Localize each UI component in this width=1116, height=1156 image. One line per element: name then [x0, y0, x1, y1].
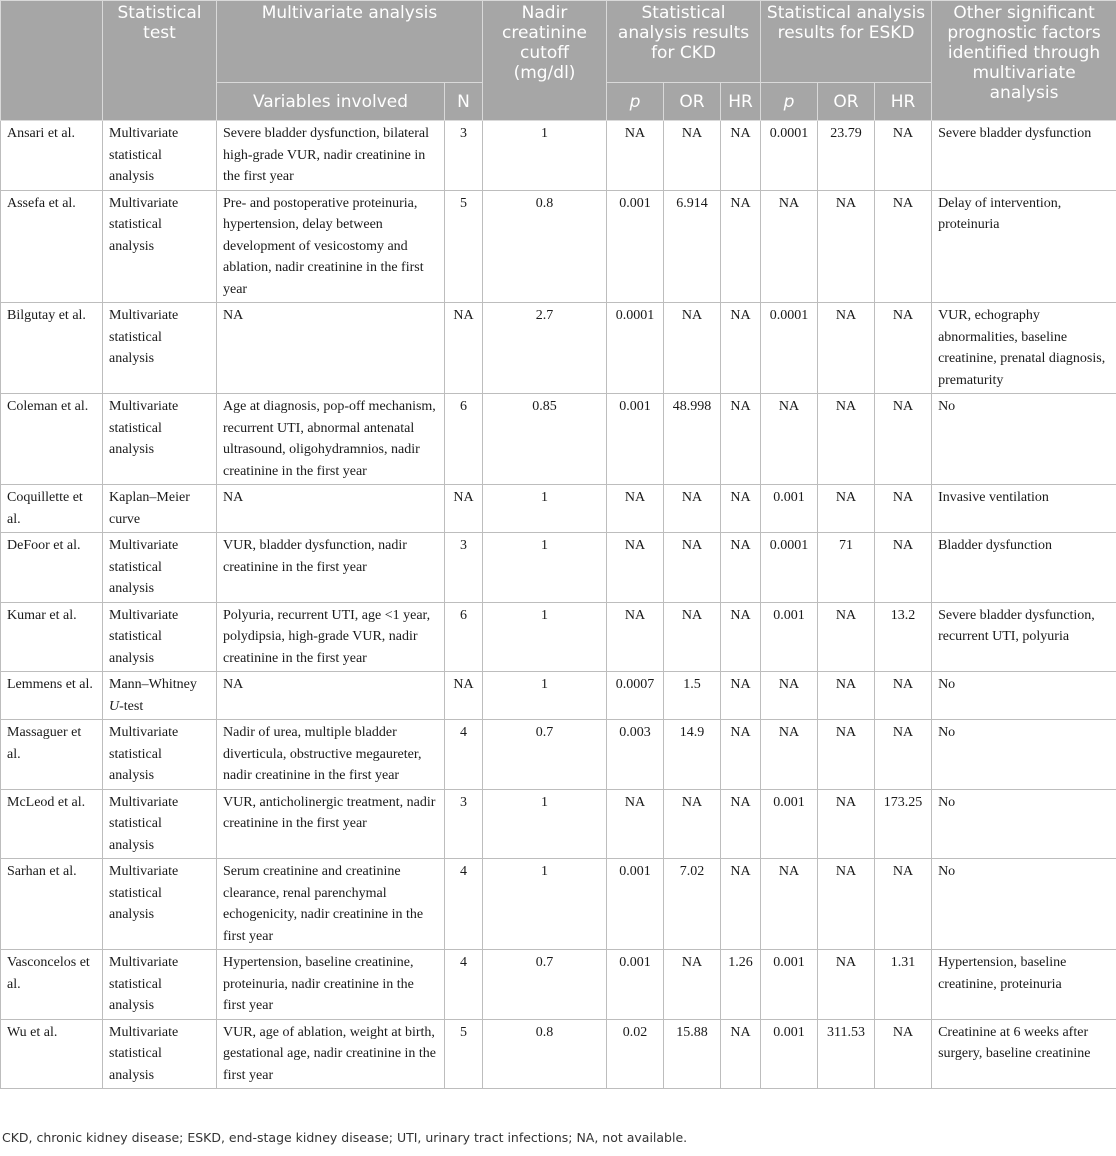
variables-cell: VUR, age of ablation, weight at birth, gestational age, nadir creatinine in the first year: [217, 1019, 445, 1089]
eskd-or-cell: NA: [818, 303, 875, 394]
cutoff-cell: 1: [483, 672, 607, 720]
table-footnote: CKD, chronic kidney disease; ESKD, end-stage kidney disease; UTI, urinary tract infections; NA, not available.: [2, 1130, 688, 1145]
eskd-hr-cell: NA: [875, 190, 932, 303]
ckd-hr-cell: NA: [721, 533, 761, 603]
header-row: [1, 1, 1116, 83]
ckd-or-cell: 14.9: [664, 720, 721, 790]
table-row: [1, 121, 1116, 191]
header-other: Other significant prognostic factors identified through multivariate analysis: [932, 1, 1116, 121]
test-cell: Multivariate statistical analysis: [103, 190, 217, 303]
table-row: [1, 602, 1116, 672]
ckd-p-cell: 0.001: [607, 950, 664, 1020]
ckd-hr-cell: NA: [721, 672, 761, 720]
other-cell: No: [932, 672, 1116, 720]
other-cell: Delay of intervention, proteinuria: [932, 190, 1116, 303]
study-cell: Kumar et al.: [1, 602, 103, 672]
ckd-p-cell: NA: [607, 533, 664, 603]
cutoff-cell: 0.7: [483, 720, 607, 790]
other-cell: No: [932, 859, 1116, 950]
eskd-or-cell: NA: [818, 672, 875, 720]
cutoff-cell: 2.7: [483, 303, 607, 394]
eskd-or-cell: 71: [818, 533, 875, 603]
other-cell: VUR, echography abnormalities, baseline creatinine, prenatal diagnosis, prematurity: [932, 303, 1116, 394]
ckd-p-cell: 0.0007: [607, 672, 664, 720]
eskd-p-cell: 0.0001: [761, 303, 818, 394]
study-cell: Sarhan et al.: [1, 859, 103, 950]
n-cell: 6: [445, 602, 483, 672]
header-test: Statistical test: [103, 1, 217, 121]
cutoff-cell: 1: [483, 859, 607, 950]
ckd-p-cell: 0.001: [607, 190, 664, 303]
study-cell: Wu et al.: [1, 1019, 103, 1089]
other-cell: Invasive ventilation: [932, 485, 1116, 533]
table-row: [1, 950, 1116, 1020]
ckd-hr-cell: NA: [721, 485, 761, 533]
other-cell: Hypertension, baseline creatinine, proteinuria: [932, 950, 1116, 1020]
cutoff-cell: 1: [483, 602, 607, 672]
n-cell: NA: [445, 303, 483, 394]
header-eskd-hr: HR: [875, 83, 932, 121]
eskd-p-cell: 0.0001: [761, 533, 818, 603]
ckd-hr-cell: NA: [721, 859, 761, 950]
header-ckd-hr: HR: [721, 83, 761, 121]
study-cell: Coquillette et al.: [1, 485, 103, 533]
ckd-or-cell: 48.998: [664, 394, 721, 485]
eskd-p-cell: 0.001: [761, 789, 818, 859]
table-row: [1, 394, 1116, 485]
eskd-or-cell: 311.53: [818, 1019, 875, 1089]
ckd-or-cell: NA: [664, 602, 721, 672]
n-cell: 6: [445, 394, 483, 485]
eskd-hr-cell: NA: [875, 720, 932, 790]
n-cell: 4: [445, 859, 483, 950]
n-cell: 3: [445, 121, 483, 191]
variables-cell: NA: [217, 672, 445, 720]
test-cell: Multivariate statistical analysis: [103, 789, 217, 859]
ckd-p-cell: NA: [607, 121, 664, 191]
eskd-or-cell: NA: [818, 485, 875, 533]
eskd-hr-cell: NA: [875, 303, 932, 394]
ckd-p-cell: NA: [607, 789, 664, 859]
n-cell: 4: [445, 950, 483, 1020]
test-cell: Multivariate statistical analysis: [103, 533, 217, 603]
variables-cell: VUR, bladder dysfunction, nadir creatinine in the first year: [217, 533, 445, 603]
variables-cell: Hypertension, baseline creatinine, proteinuria, nadir creatinine in the first year: [217, 950, 445, 1020]
header-ckd-or: OR: [664, 83, 721, 121]
eskd-p-cell: 0.001: [761, 950, 818, 1020]
test-cell: Multivariate statistical analysis: [103, 394, 217, 485]
other-cell: Creatinine at 6 weeks after surgery, baseline creatinine: [932, 1019, 1116, 1089]
eskd-hr-cell: NA: [875, 1019, 932, 1089]
ckd-or-cell: 15.88: [664, 1019, 721, 1089]
cutoff-cell: 1: [483, 533, 607, 603]
ckd-p-cell: 0.0001: [607, 303, 664, 394]
test-cell: Multivariate statistical analysis: [103, 859, 217, 950]
n-cell: 5: [445, 1019, 483, 1089]
study-cell: McLeod et al.: [1, 789, 103, 859]
header-nadir: Nadir creatinine cutoff (mg/dl): [483, 1, 607, 121]
study-cell: Bilgutay et al.: [1, 303, 103, 394]
ckd-hr-cell: NA: [721, 1019, 761, 1089]
variables-cell: Nadir of urea, multiple bladder diverticula, obstructive megaureter, nadir creatinine in the first year: [217, 720, 445, 790]
test-cell: [103, 672, 217, 720]
eskd-p-cell: 0.001: [761, 602, 818, 672]
header-eskd: Statistical analysis results for ESKD: [761, 1, 932, 83]
test-cell: Multivariate statistical analysis: [103, 950, 217, 1020]
eskd-or-cell: NA: [818, 789, 875, 859]
table-row: [1, 1019, 1116, 1089]
table-row: [1, 485, 1116, 533]
n-cell: 3: [445, 533, 483, 603]
cutoff-cell: 1: [483, 485, 607, 533]
study-cell: DeFoor et al.: [1, 533, 103, 603]
study-cell: Assefa et al.: [1, 190, 103, 303]
ckd-hr-cell: NA: [721, 720, 761, 790]
cutoff-cell: 0.7: [483, 950, 607, 1020]
ckd-p-cell: NA: [607, 602, 664, 672]
header-ckd: Statistical analysis results for CKD: [607, 1, 761, 83]
eskd-or-cell: NA: [818, 950, 875, 1020]
eskd-hr-cell: NA: [875, 533, 932, 603]
eskd-hr-cell: 13.2: [875, 602, 932, 672]
eskd-hr-cell: NA: [875, 121, 932, 191]
cutoff-cell: 1: [483, 789, 607, 859]
eskd-p-cell: NA: [761, 672, 818, 720]
table-row: [1, 190, 1116, 303]
cutoff-cell: 0.8: [483, 190, 607, 303]
table-row: [1, 789, 1116, 859]
variables-cell: NA: [217, 485, 445, 533]
table-row: [1, 303, 1116, 394]
variables-cell: Severe bladder dysfunction, bilateral high-grade VUR, nadir creatinine in the first year: [217, 121, 445, 191]
ckd-or-cell: NA: [664, 533, 721, 603]
variables-cell: NA: [217, 303, 445, 394]
other-cell: Severe bladder dysfunction, recurrent UTI, polyuria: [932, 602, 1116, 672]
ckd-or-cell: NA: [664, 121, 721, 191]
eskd-hr-cell: NA: [875, 485, 932, 533]
other-cell: Bladder dysfunction: [932, 533, 1116, 603]
ckd-hr-cell: NA: [721, 394, 761, 485]
eskd-p-cell: 0.0001: [761, 121, 818, 191]
test-cell: Kaplan–Meier curve: [103, 485, 217, 533]
eskd-p-cell: NA: [761, 394, 818, 485]
variables-cell: Pre- and postoperative proteinuria, hypertension, delay between development of vesicostomy and ablation, nadir creatinine in the first year: [217, 190, 445, 303]
cutoff-cell: 0.8: [483, 1019, 607, 1089]
test-cell: Multivariate statistical analysis: [103, 303, 217, 394]
other-cell: Severe bladder dysfunction: [932, 121, 1116, 191]
ckd-or-cell: 7.02: [664, 859, 721, 950]
n-cell: 3: [445, 789, 483, 859]
eskd-p-cell: NA: [761, 190, 818, 303]
ckd-or-cell: NA: [664, 950, 721, 1020]
test-text-italic: U: [109, 698, 120, 714]
study-cell: Vasconcelos et al.: [1, 950, 103, 1020]
study-cell: Ansari et al.: [1, 121, 103, 191]
eskd-or-cell: NA: [818, 720, 875, 790]
table-row: [1, 672, 1116, 720]
other-cell: No: [932, 789, 1116, 859]
header-eskd-p: p: [761, 83, 818, 121]
n-cell: NA: [445, 672, 483, 720]
header-eskd-or: OR: [818, 83, 875, 121]
header-variables: Variables involved: [217, 83, 445, 121]
other-cell: No: [932, 720, 1116, 790]
ckd-or-cell: 1.5: [664, 672, 721, 720]
eskd-or-cell: NA: [818, 190, 875, 303]
ckd-p-cell: 0.001: [607, 394, 664, 485]
ckd-hr-cell: NA: [721, 303, 761, 394]
eskd-p-cell: NA: [761, 720, 818, 790]
n-cell: 5: [445, 190, 483, 303]
eskd-or-cell: 23.79: [818, 121, 875, 191]
eskd-p-cell: NA: [761, 859, 818, 950]
study-cell: Massaguer et al.: [1, 720, 103, 790]
eskd-hr-cell: NA: [875, 672, 932, 720]
n-cell: 4: [445, 720, 483, 790]
variables-cell: VUR, anticholinergic treatment, nadir creatinine in the first year: [217, 789, 445, 859]
eskd-p-cell: 0.001: [761, 485, 818, 533]
study-cell: Lemmens et al.: [1, 672, 103, 720]
ckd-hr-cell: 1.26: [721, 950, 761, 1020]
eskd-or-cell: NA: [818, 394, 875, 485]
ckd-p-cell: 0.001: [607, 859, 664, 950]
ckd-or-cell: NA: [664, 303, 721, 394]
test-text-suffix: -test: [119, 698, 144, 714]
cutoff-cell: 1: [483, 121, 607, 191]
eskd-hr-cell: NA: [875, 394, 932, 485]
eskd-p-cell: 0.001: [761, 1019, 818, 1089]
test-cell: Multivariate statistical analysis: [103, 121, 217, 191]
ckd-hr-cell: NA: [721, 190, 761, 303]
ckd-p-cell: 0.02: [607, 1019, 664, 1089]
eskd-or-cell: NA: [818, 602, 875, 672]
ckd-or-cell: NA: [664, 789, 721, 859]
header-ckd-p: p: [607, 83, 664, 121]
test-text: Mann–Whitney: [109, 677, 197, 692]
eskd-or-cell: NA: [818, 859, 875, 950]
ckd-hr-cell: NA: [721, 121, 761, 191]
ckd-or-cell: 6.914: [664, 190, 721, 303]
ckd-hr-cell: NA: [721, 789, 761, 859]
variables-cell: Age at diagnosis, pop-off mechanism, recurrent UTI, abnormal antenatal ultrasound, oligohydramnios, nadir creatinine in the first year: [217, 394, 445, 485]
cutoff-cell: 0.85: [483, 394, 607, 485]
n-cell: NA: [445, 485, 483, 533]
test-cell: Multivariate statistical analysis: [103, 1019, 217, 1089]
ckd-hr-cell: NA: [721, 602, 761, 672]
other-cell: No: [932, 394, 1116, 485]
ckd-p-cell: 0.003: [607, 720, 664, 790]
variables-cell: Polyuria, recurrent UTI, age <1 year, polydipsia, high-grade VUR, nadir creatinine in the first year: [217, 602, 445, 672]
header-n: N: [445, 83, 483, 121]
ckd-or-cell: NA: [664, 485, 721, 533]
variables-cell: Serum creatinine and creatinine clearance, renal parenchymal echogenicity, nadir creatinine in the first year: [217, 859, 445, 950]
ckd-p-cell: NA: [607, 485, 664, 533]
study-cell: Coleman et al.: [1, 394, 103, 485]
header-study: [1, 1, 103, 121]
table-row: [1, 720, 1116, 790]
table-row: [1, 859, 1116, 950]
test-cell: Multivariate statistical analysis: [103, 602, 217, 672]
eskd-hr-cell: NA: [875, 859, 932, 950]
eskd-hr-cell: 173.25: [875, 789, 932, 859]
test-cell: Multivariate statistical analysis: [103, 720, 217, 790]
table-row: [1, 533, 1116, 603]
eskd-hr-cell: 1.31: [875, 950, 932, 1020]
header-multivariate: Multivariate analysis: [217, 1, 483, 83]
